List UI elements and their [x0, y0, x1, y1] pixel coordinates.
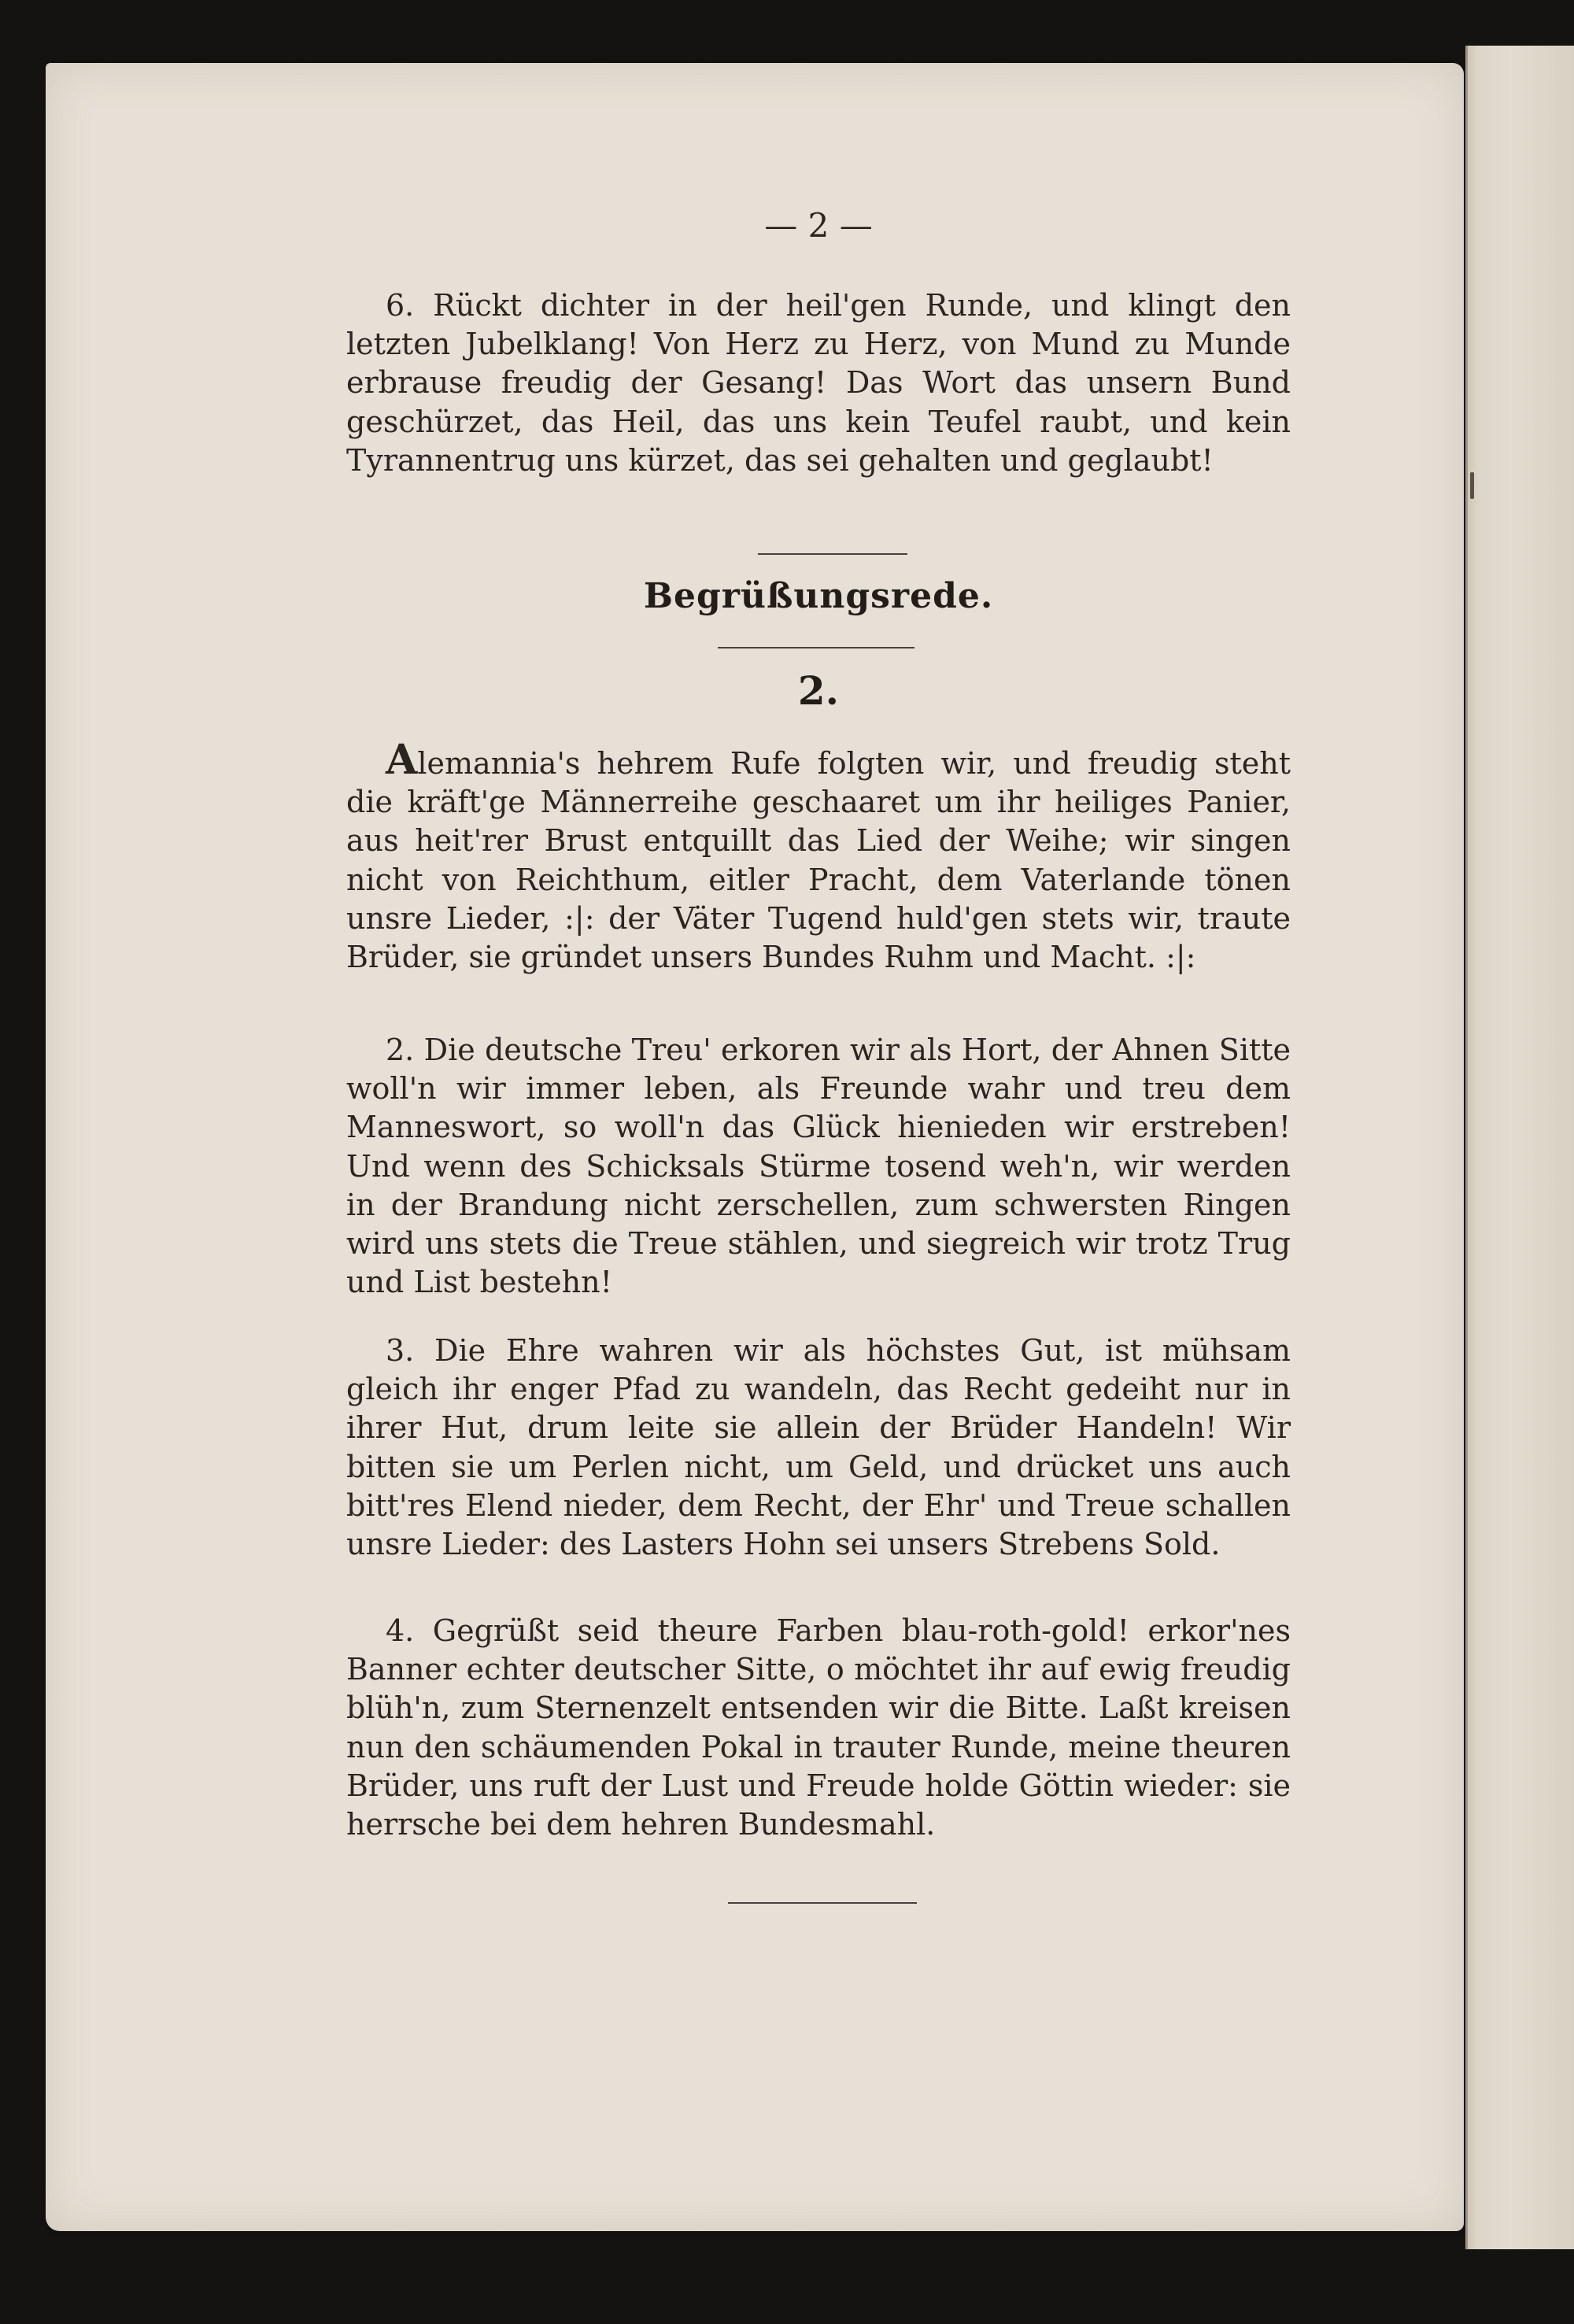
verse-1-body: lemannia's hehrem Rufe folgten wir, und freudig steht die kräft'ge Männerreihe geschaaret um ihr heiliges Panier, aus heit'rer Brust entquillt das Lied der Weihe; wir singen nicht von Reichthum, eitler Pracht, dem Vaterlande tönen unsre Lieder, :|: der Väter Tugend huld'gen stets wir, traute Brüder, sie gründet unsers Bundes Ruhm und Macht. :|:	[346, 746, 1291, 975]
verse-2-text: 2. Die deutsche Treu' erkoren wir als Hort, der Ahnen Sitte woll'n wir immer leben, als Freunde wahr und treu dem Manneswort, so woll'n das Glück hienieden wir erstreben! Und wenn des Schicksals Stürme tosend weh'n, wir werden in der Brandung nicht zerschellen, zum schwersten Ringen wird uns stets die Treue stählen, und siegreich wir trotz Trug und List bestehn!	[346, 1033, 1291, 1300]
verse-3-text: 3. Die Ehre wahren wir als höchstes Gut, ist mühsam gleich ihr enger Pfad zu wandeln, das Recht gedeiht nur in ihrer Hut, drum leite sie allein der Brüder Handeln! Wir bitten sie um Perlen nicht, um Geld, und drücket uns auch bitt'res Elend nieder, dem Recht, der Ehr' und Treue schallen unsre Lieder: des Lasters Hohn sei unsers Strebens Sold.	[346, 1333, 1291, 1562]
section-number: 2.	[797, 667, 840, 714]
adjacent-page-edge	[1465, 46, 1574, 2249]
verse-3	[346, 1332, 1291, 1564]
heading-bottom-rule	[718, 647, 914, 648]
end-rule	[728, 1902, 917, 1904]
section-heading: Begrüßungsrede.	[643, 576, 994, 616]
heading-top-rule	[758, 553, 907, 555]
stanza-6-text: 6. Rückt dichter in der heil'gen Runde, und klingt den letzten Jubelklang! Von Herz zu Herz, von Mund zu Munde erbrause freudig der Gesang! Das Wort das unsern Bund geschürzet, das Heil, das uns kein Teufel raubt, und kein Tyrannentrug uns kürzet, das sei gehalten und geglaubt!	[346, 288, 1291, 478]
page-number: — 2 —	[764, 206, 873, 245]
verse-4-text: 4. Gegrüßt seid theure Farben blau-roth-gold! erkor'nes Banner echter deutscher Sitte, o möchtet ihr auf ewig freudig blüh'n, zum Sternenzelt entsenden wir die Bitte. Laßt kreisen nun den schäumenden Pokal in trauter Runde, meine theuren Brüder, uns ruft der Lust und Freude holde Göttin wieder: sie herrsche bei dem hehren Bundesmahl.	[346, 1613, 1291, 1842]
verse-1-initial: A	[386, 736, 418, 784]
stanza-6	[346, 286, 1291, 480]
gutter-mark	[1470, 472, 1474, 499]
verse-1-text	[346, 736, 1291, 977]
verse-1	[346, 736, 1291, 977]
verse-2	[346, 1031, 1291, 1302]
verse-4	[346, 1612, 1291, 1844]
